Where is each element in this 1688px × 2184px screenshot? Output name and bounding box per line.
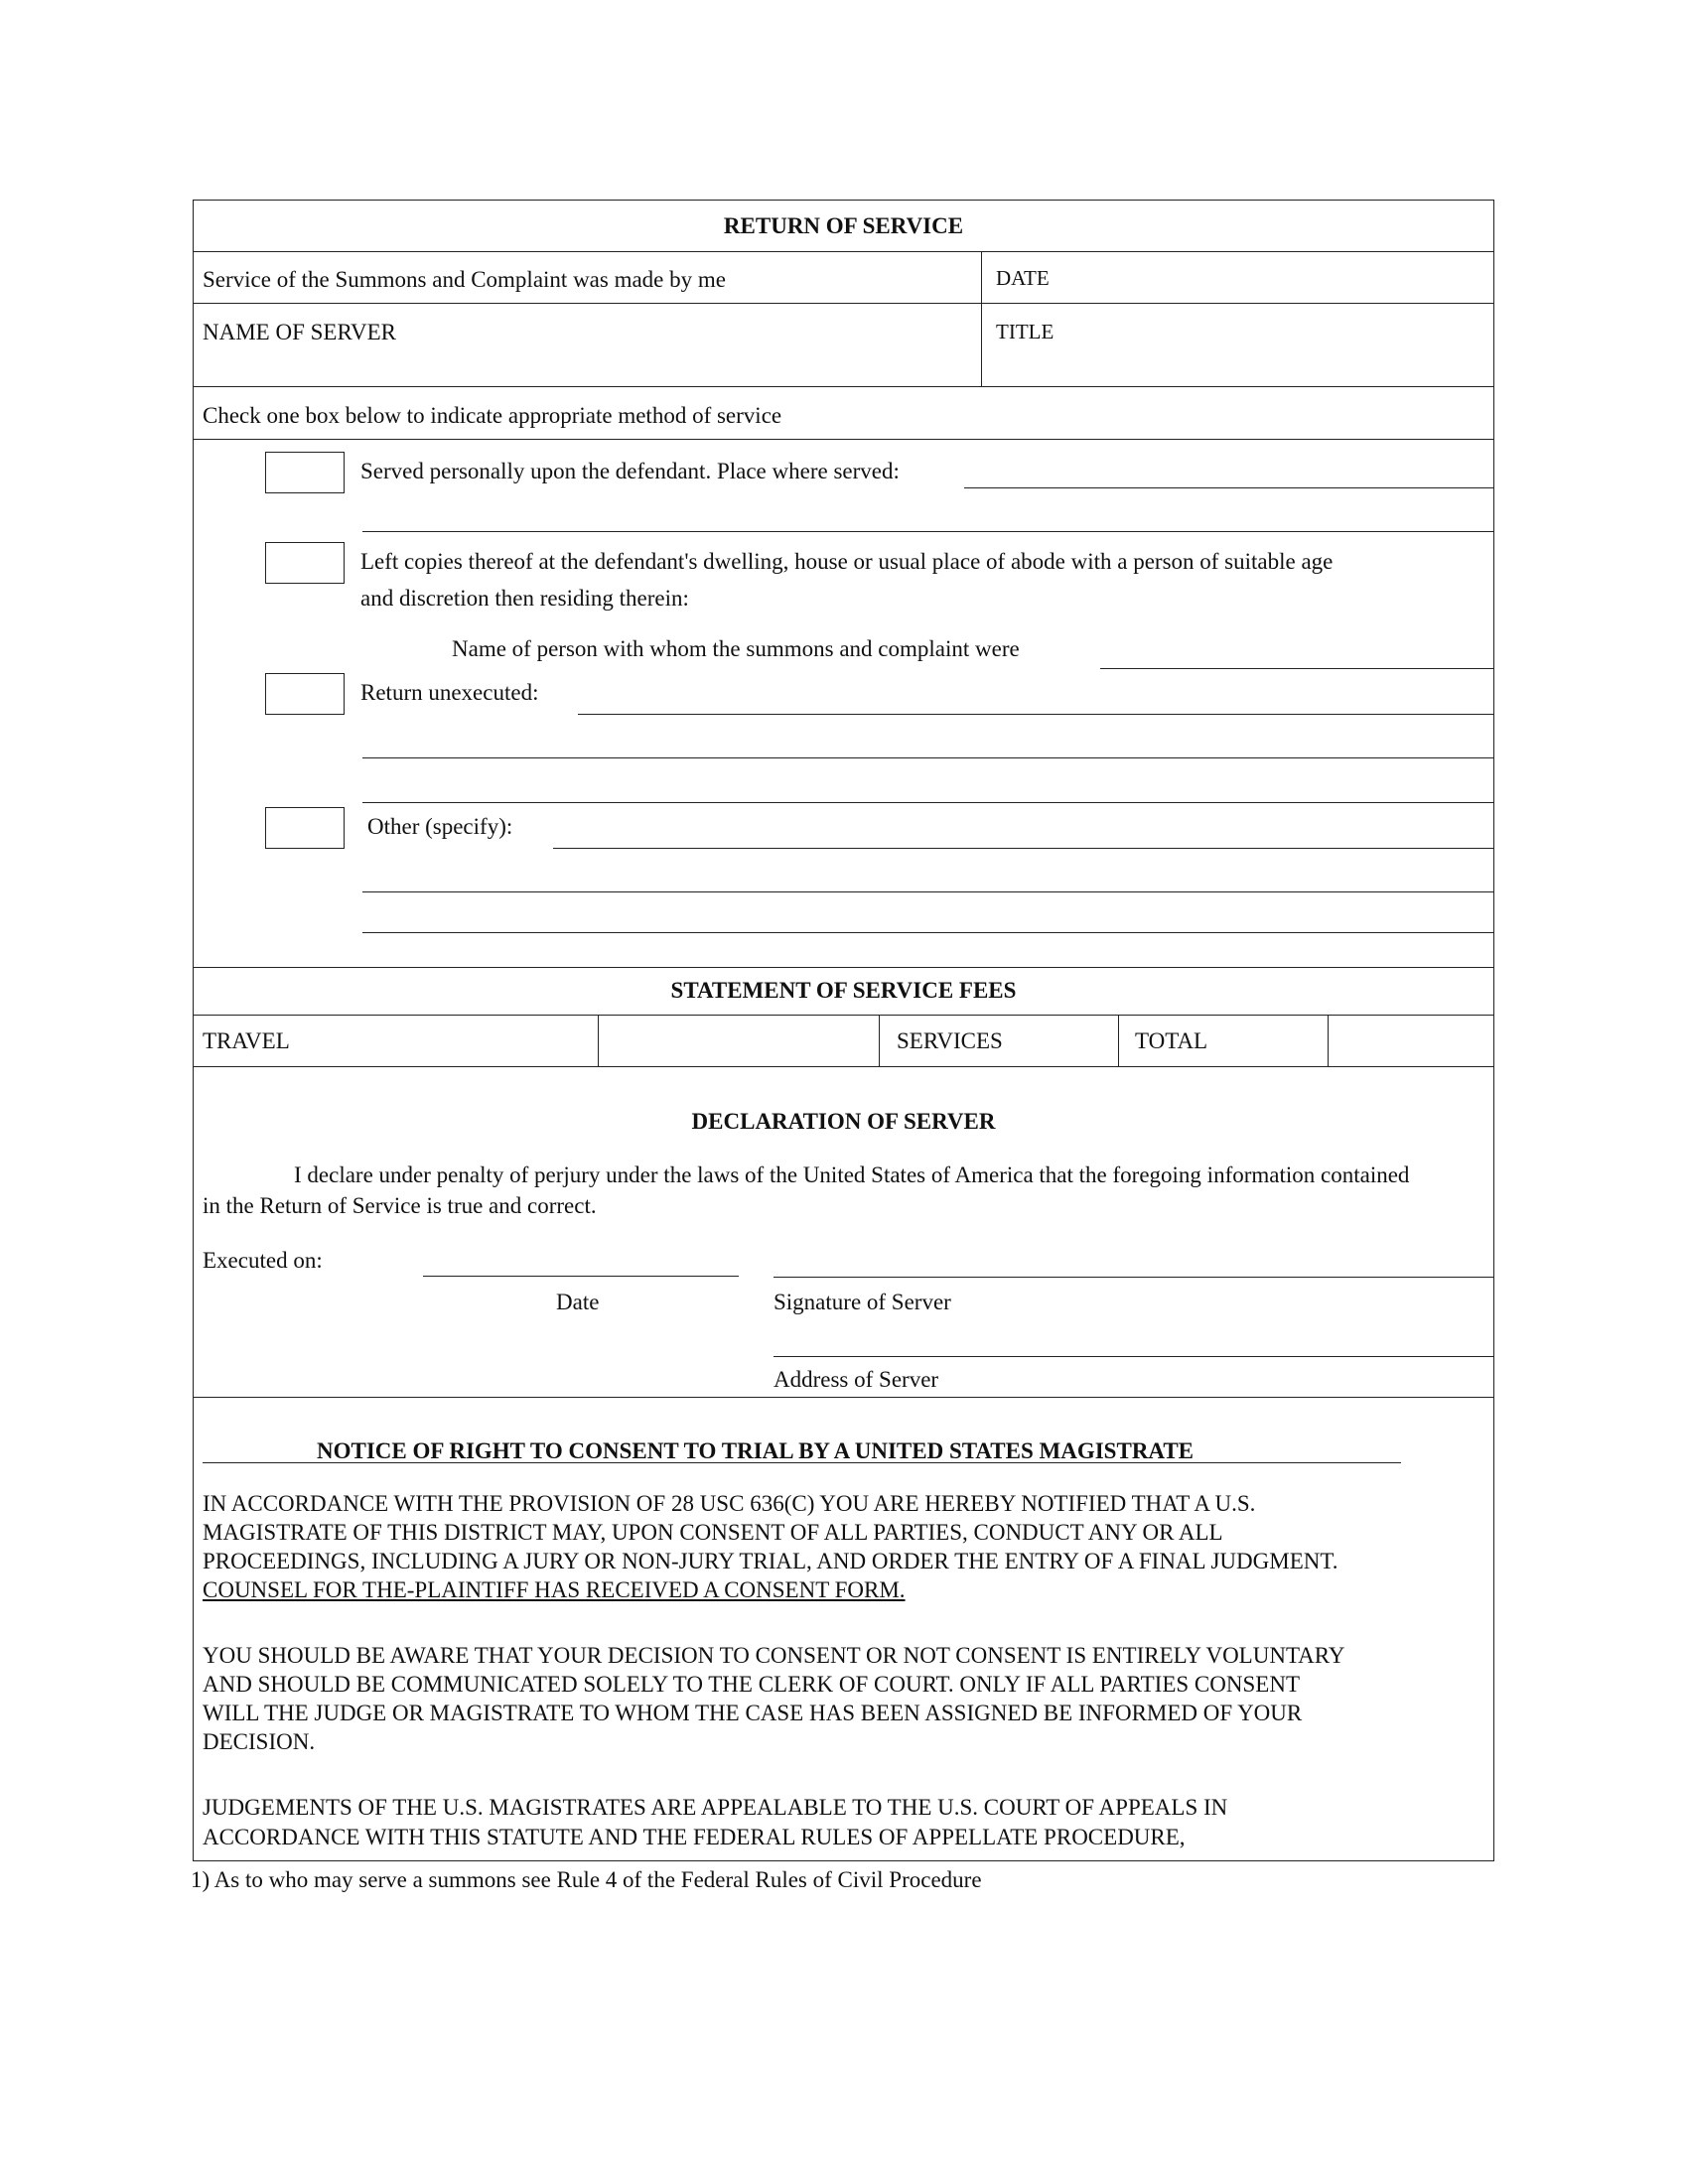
column-divider (879, 1015, 880, 1066)
services-label: SERVICES (897, 1028, 1003, 1053)
service-made-by-me-label: Service of the Summons and Complaint was made by me (203, 267, 726, 292)
rule (193, 439, 1494, 440)
notice-p2-line4: DECISION. (203, 1729, 316, 1754)
return-unexecuted-checkbox[interactable] (265, 673, 345, 715)
rule (193, 1066, 1494, 1067)
notice-p1-line1: IN ACCORDANCE WITH THE PROVISION OF 28 USC 636(C) YOU ARE HEREBY NOTIFIED THAT A U.S. (203, 1491, 1256, 1516)
return-unexecuted-line[interactable] (578, 714, 1493, 715)
frame-left-border (193, 200, 194, 1861)
frame-top-border (193, 200, 1494, 201)
travel-amount-field[interactable] (603, 1019, 875, 1062)
other-specify-line-3[interactable] (362, 932, 1493, 933)
travel-label: TRAVEL (203, 1028, 290, 1053)
rule (193, 1397, 1494, 1398)
other-specify-line[interactable] (553, 848, 1493, 849)
total-label: TOTAL (1135, 1028, 1208, 1053)
signature-caption: Signature of Server (774, 1290, 951, 1314)
other-specify-label: Other (specify): (367, 814, 513, 839)
footnote: 1) As to who may serve a summons see Rule 4 of the Federal Rules of Civil Procedure (191, 1867, 982, 1892)
title-field[interactable] (988, 347, 1484, 383)
notice-title-underline (203, 1462, 1401, 1463)
name-of-person-label: Name of person with whom the summons and complaint were (452, 636, 1020, 661)
return-unexecuted-line-2[interactable] (362, 757, 1493, 758)
notice-p2-line1: YOU SHOULD BE AWARE THAT YOUR DECISION TO CONSENT OR NOT CONSENT IS ENTIRELY VOLUNTARY (203, 1643, 1345, 1668)
column-divider (1328, 1015, 1329, 1066)
check-one-box-instruction: Check one box below to indicate appropriate method of service (203, 403, 782, 428)
frame-bottom-border (193, 1860, 1494, 1861)
address-line[interactable] (774, 1356, 1493, 1357)
rule (193, 251, 1494, 252)
notice-p3-line2: ACCORDANCE WITH THIS STATUTE AND THE FEDERAL RULES OF APPELLATE PROCEDURE, (203, 1825, 1186, 1849)
name-of-server-label: NAME OF SERVER (203, 320, 396, 344)
rule (193, 386, 1494, 387)
return-of-service-title: RETURN OF SERVICE (723, 213, 964, 238)
place-served-line-2[interactable] (362, 531, 1493, 532)
title-label: TITLE (996, 320, 1055, 343)
date-label: DATE (996, 266, 1050, 290)
declaration-text-line2: in the Return of Service is true and correct. (203, 1193, 597, 1218)
executed-on-label: Executed on: (203, 1248, 323, 1273)
declaration-text-line1: I declare under penalty of perjury under the laws of the United States of America that the foregoing information contained (294, 1162, 1410, 1187)
notice-p2-line3: WILL THE JUDGE OR MAGISTRATE TO WHOM THE CASE HAS BEEN ASSIGNED BE INFORMED OF YOUR (203, 1701, 1303, 1725)
name-of-person-line[interactable] (1100, 668, 1493, 669)
service-fees-title: STATEMENT OF SERVICE FEES (670, 978, 1017, 1003)
notice-title: NOTICE OF RIGHT TO CONSENT TO TRIAL BY A UNITED STATES MAGISTRATE (317, 1438, 1195, 1463)
column-divider (598, 1015, 599, 1066)
other-specify-line-2[interactable] (362, 891, 1493, 892)
total-amount-field[interactable] (1333, 1019, 1489, 1062)
left-copies-label-line1: Left copies thereof at the defendant's dwelling, house or usual place of abode with a person of suitable age (360, 549, 1334, 574)
notice-p3-line1: JUDGEMENTS OF THE U.S. MAGISTRATES ARE APPEALABLE TO THE U.S. COURT OF APPEALS IN (203, 1795, 1228, 1820)
notice-p1-line2: MAGISTRATE OF THIS DISTRICT MAY, UPON CONSENT OF ALL PARTIES, CONDUCT ANY OR ALL (203, 1520, 1223, 1545)
column-divider (981, 251, 982, 386)
served-personally-label: Served personally upon the defendant. Place where served: (360, 459, 900, 483)
declaration-title: DECLARATION OF SERVER (691, 1109, 996, 1134)
rule (193, 967, 1494, 968)
left-copies-checkbox[interactable] (265, 542, 345, 584)
notice-p2-line2: AND SHOULD BE COMMUNICATED SOLELY TO THE CLERK OF COURT. ONLY IF ALL PARTIES CONSENT (203, 1672, 1300, 1697)
frame-right-border (1493, 200, 1494, 1861)
executed-date-line[interactable] (423, 1276, 739, 1277)
served-personally-checkbox[interactable] (265, 452, 345, 493)
date-caption: Date (556, 1290, 600, 1314)
return-unexecuted-line-3[interactable] (362, 802, 1493, 803)
rule (193, 1015, 1494, 1016)
rule (193, 303, 1494, 304)
address-caption: Address of Server (774, 1367, 939, 1392)
notice-p1-line3: PROCEEDINGS, INCLUDING A JURY OR NON-JURY TRIAL, AND ORDER THE ENTRY OF A FINAL JUDGMENT. (203, 1549, 1338, 1573)
notice-p1-line4: COUNSEL FOR THE-PLAINTIFF HAS RECEIVED A CONSENT FORM. (203, 1577, 906, 1602)
column-divider (1118, 1015, 1119, 1066)
name-of-server-field[interactable] (199, 347, 973, 383)
date-field[interactable] (1092, 256, 1484, 298)
signature-line[interactable] (774, 1277, 1493, 1278)
left-copies-label-line2: and discretion then residing therein: (360, 586, 689, 611)
place-served-line[interactable] (964, 487, 1493, 488)
return-unexecuted-label: Return unexecuted: (360, 680, 539, 705)
other-checkbox[interactable] (265, 807, 345, 849)
